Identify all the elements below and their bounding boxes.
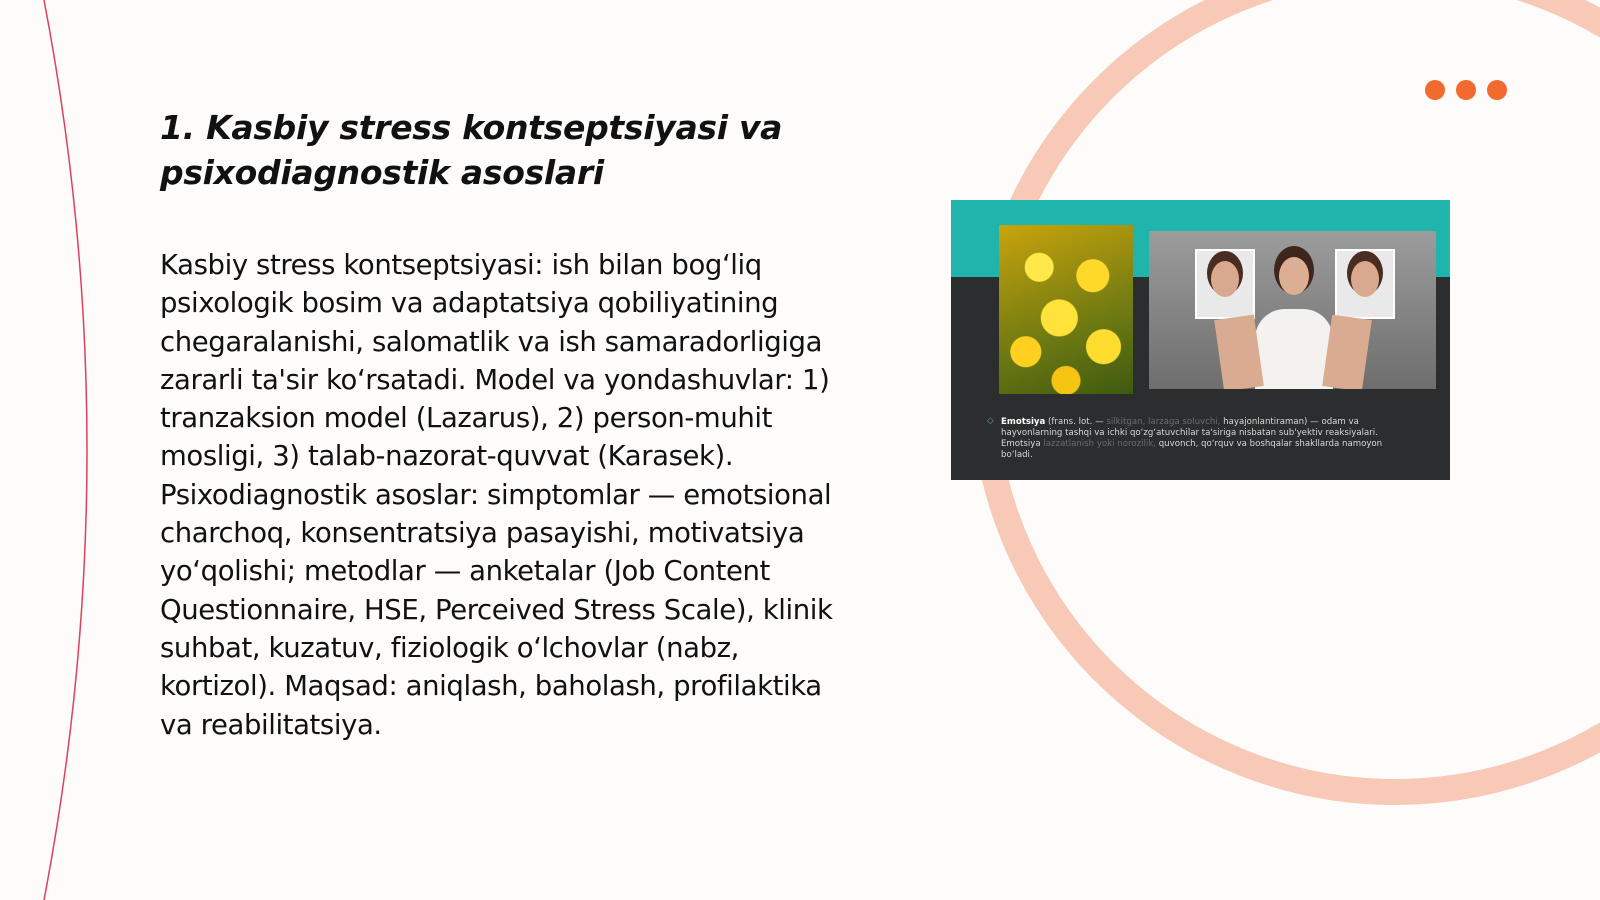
caption-faded: silkitgan, larzaga soluvchi, <box>1106 417 1221 427</box>
left-arm <box>1214 315 1264 389</box>
caption-part: hayajonlantiraman) — odam va hayvonlarning tashqi va ichki qo‘zg‘atuvchilar ta'siriga nisbatan sub'yektiv reaksiyalari. Emotsiya <box>1001 417 1378 449</box>
caption-bullet-icon: ◇ <box>987 416 994 426</box>
smiling-flowers-image <box>999 225 1133 394</box>
emotion-illustration <box>951 200 1450 480</box>
woman-masks-image <box>1149 231 1436 389</box>
more-dots-icon <box>1425 80 1507 100</box>
slide-title: 1. Kasbiy stress kontseptsiyasi va psixodiagnostik asoslari <box>160 108 783 192</box>
dot <box>1487 80 1507 100</box>
dot <box>1425 80 1445 100</box>
sad-face-card <box>1195 249 1255 319</box>
happy-face-card <box>1335 249 1395 319</box>
image-caption <box>987 416 1396 461</box>
caption-part: (frans. lot. — <box>1048 417 1104 427</box>
woman-figure <box>1267 249 1321 389</box>
dot <box>1456 80 1476 100</box>
caption-term: Emotsiya <box>1001 417 1046 427</box>
caption-faded: lazzatlanish yoki norozilik, <box>1043 439 1156 449</box>
slide-body-text: Kasbiy stress kontseptsiyasi: ish bilan bog‘liq psixologik bosim va adaptatsiya qobiliyatining chegaralanishi, salomatlik va ish samaradorligiga zararli ta'sir ko‘rsatadi. Model va yondashuvlar: 1) tranzaksion model (Lazarus), 2) person-muhit mosligi, 3) talab-nazorat-quvvat (Karasek). Psixodiagnostik asoslar: simptomlar — emotsional charchoq, konsentratsiya pasayishi, motivatsiya yo‘qolishi; metodlar — anketalar (Job Content Questionnaire, HSE, Perceived Stress Scale), klinik suhbat, kuzatuv, fiziologik o‘lchovlar (nabz, kortizol). Maqsad: aniqlash, baholash, profilaktika va reabilitatsiya. <box>160 249 833 741</box>
left-edge-curve <box>44 0 87 900</box>
caption-part: quvonch, qo‘rquv va boshqalar shakllarda namoyon bo‘ladi. <box>1001 439 1383 460</box>
right-arm <box>1322 315 1372 389</box>
